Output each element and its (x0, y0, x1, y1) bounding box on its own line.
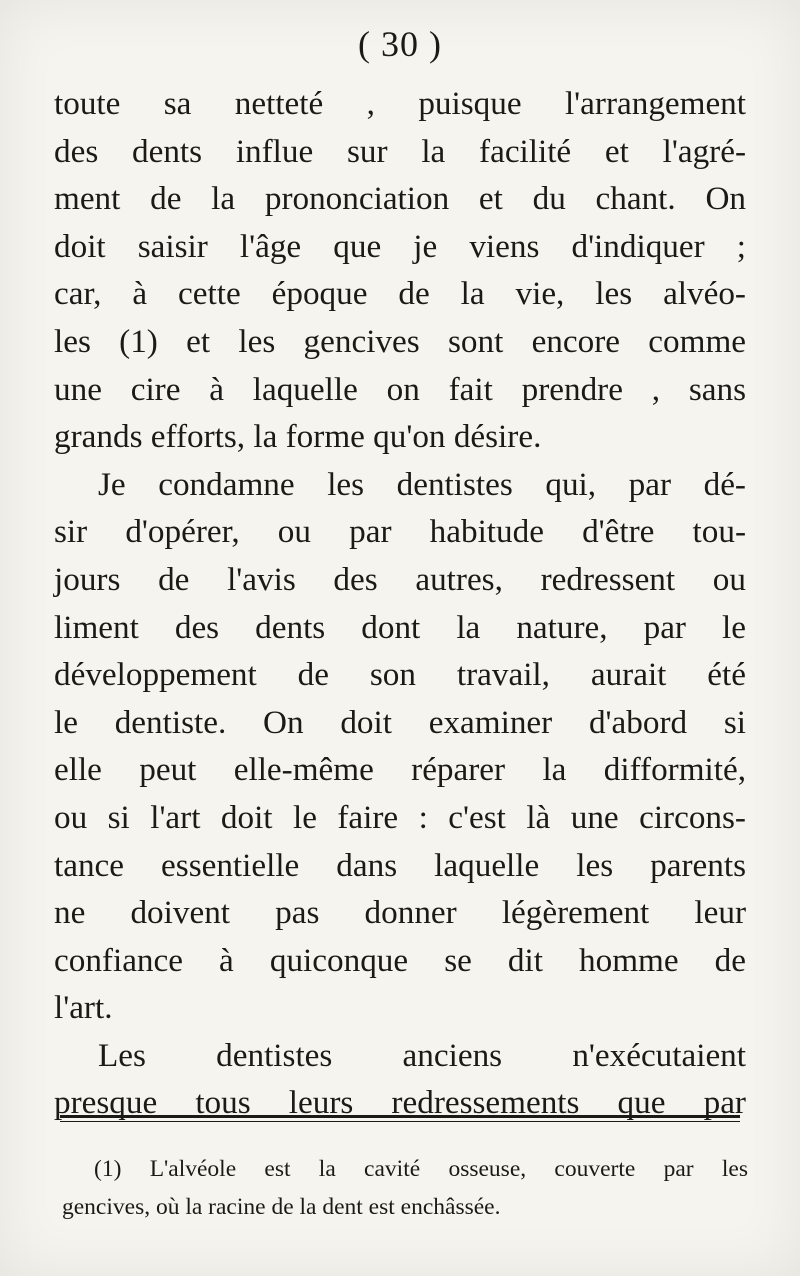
text-line: tance essentielle dans laquelle les parents (54, 846, 746, 884)
footnote-line: (1) L'alvéole est la cavité osseuse, couverte par les (94, 1156, 748, 1182)
text-line: ou si l'art doit le faire : c'est là une circons- (54, 798, 746, 836)
text-line: doit saisir l'âge que je viens d'indiquer ; (54, 227, 746, 265)
text-line: ment de la prononciation et du chant. On (54, 180, 746, 218)
text-line: Les dentistes anciens n'exécutaient (98, 1036, 746, 1074)
text-line: liment des dents dont la nature, par le (54, 608, 746, 646)
text-line: Je condamne les dentistes qui, par dé- (98, 465, 746, 503)
text-line: confiance à quiconque se dit homme de (54, 941, 746, 979)
text-line: sir d'opérer, ou par habitude d'être tou- (54, 513, 746, 551)
text-line: ne doivent pas donner légèrement leur (54, 894, 746, 932)
text-line: jours de l'avis des autres, redressent ou (54, 560, 746, 598)
text-line: grands efforts, la forme qu'on désire. (54, 418, 542, 456)
page-number: ( 30 ) (358, 24, 442, 64)
text-line: car, à cette époque de la vie, les alvéo- (54, 275, 746, 313)
text-line: elle peut elle-même réparer la difformité, (54, 751, 746, 789)
text-line: l'art. (54, 989, 113, 1027)
body-text (54, 80, 746, 1127)
footnote-line: gencives, où la racine de la dent est enchâssée. (62, 1194, 501, 1220)
text-line: toute sa netteté , puisque l'arrangement (54, 85, 746, 122)
footnote-rule-thin (60, 1121, 740, 1122)
text-line: le dentiste. On doit examiner d'abord si (54, 703, 746, 741)
text-line: les (1) et les gencives sont encore comme (54, 322, 746, 360)
text-line: des dents influe sur la facilité et l'agré- (54, 132, 746, 170)
text-line: une cire à laquelle on fait prendre , sans (54, 370, 746, 408)
footnote-rule (60, 1115, 740, 1118)
text-line: presque tous leurs redressements que par (54, 1084, 746, 1122)
footnote (62, 1150, 748, 1226)
text-line: développement de son travail, aurait été (54, 656, 746, 694)
